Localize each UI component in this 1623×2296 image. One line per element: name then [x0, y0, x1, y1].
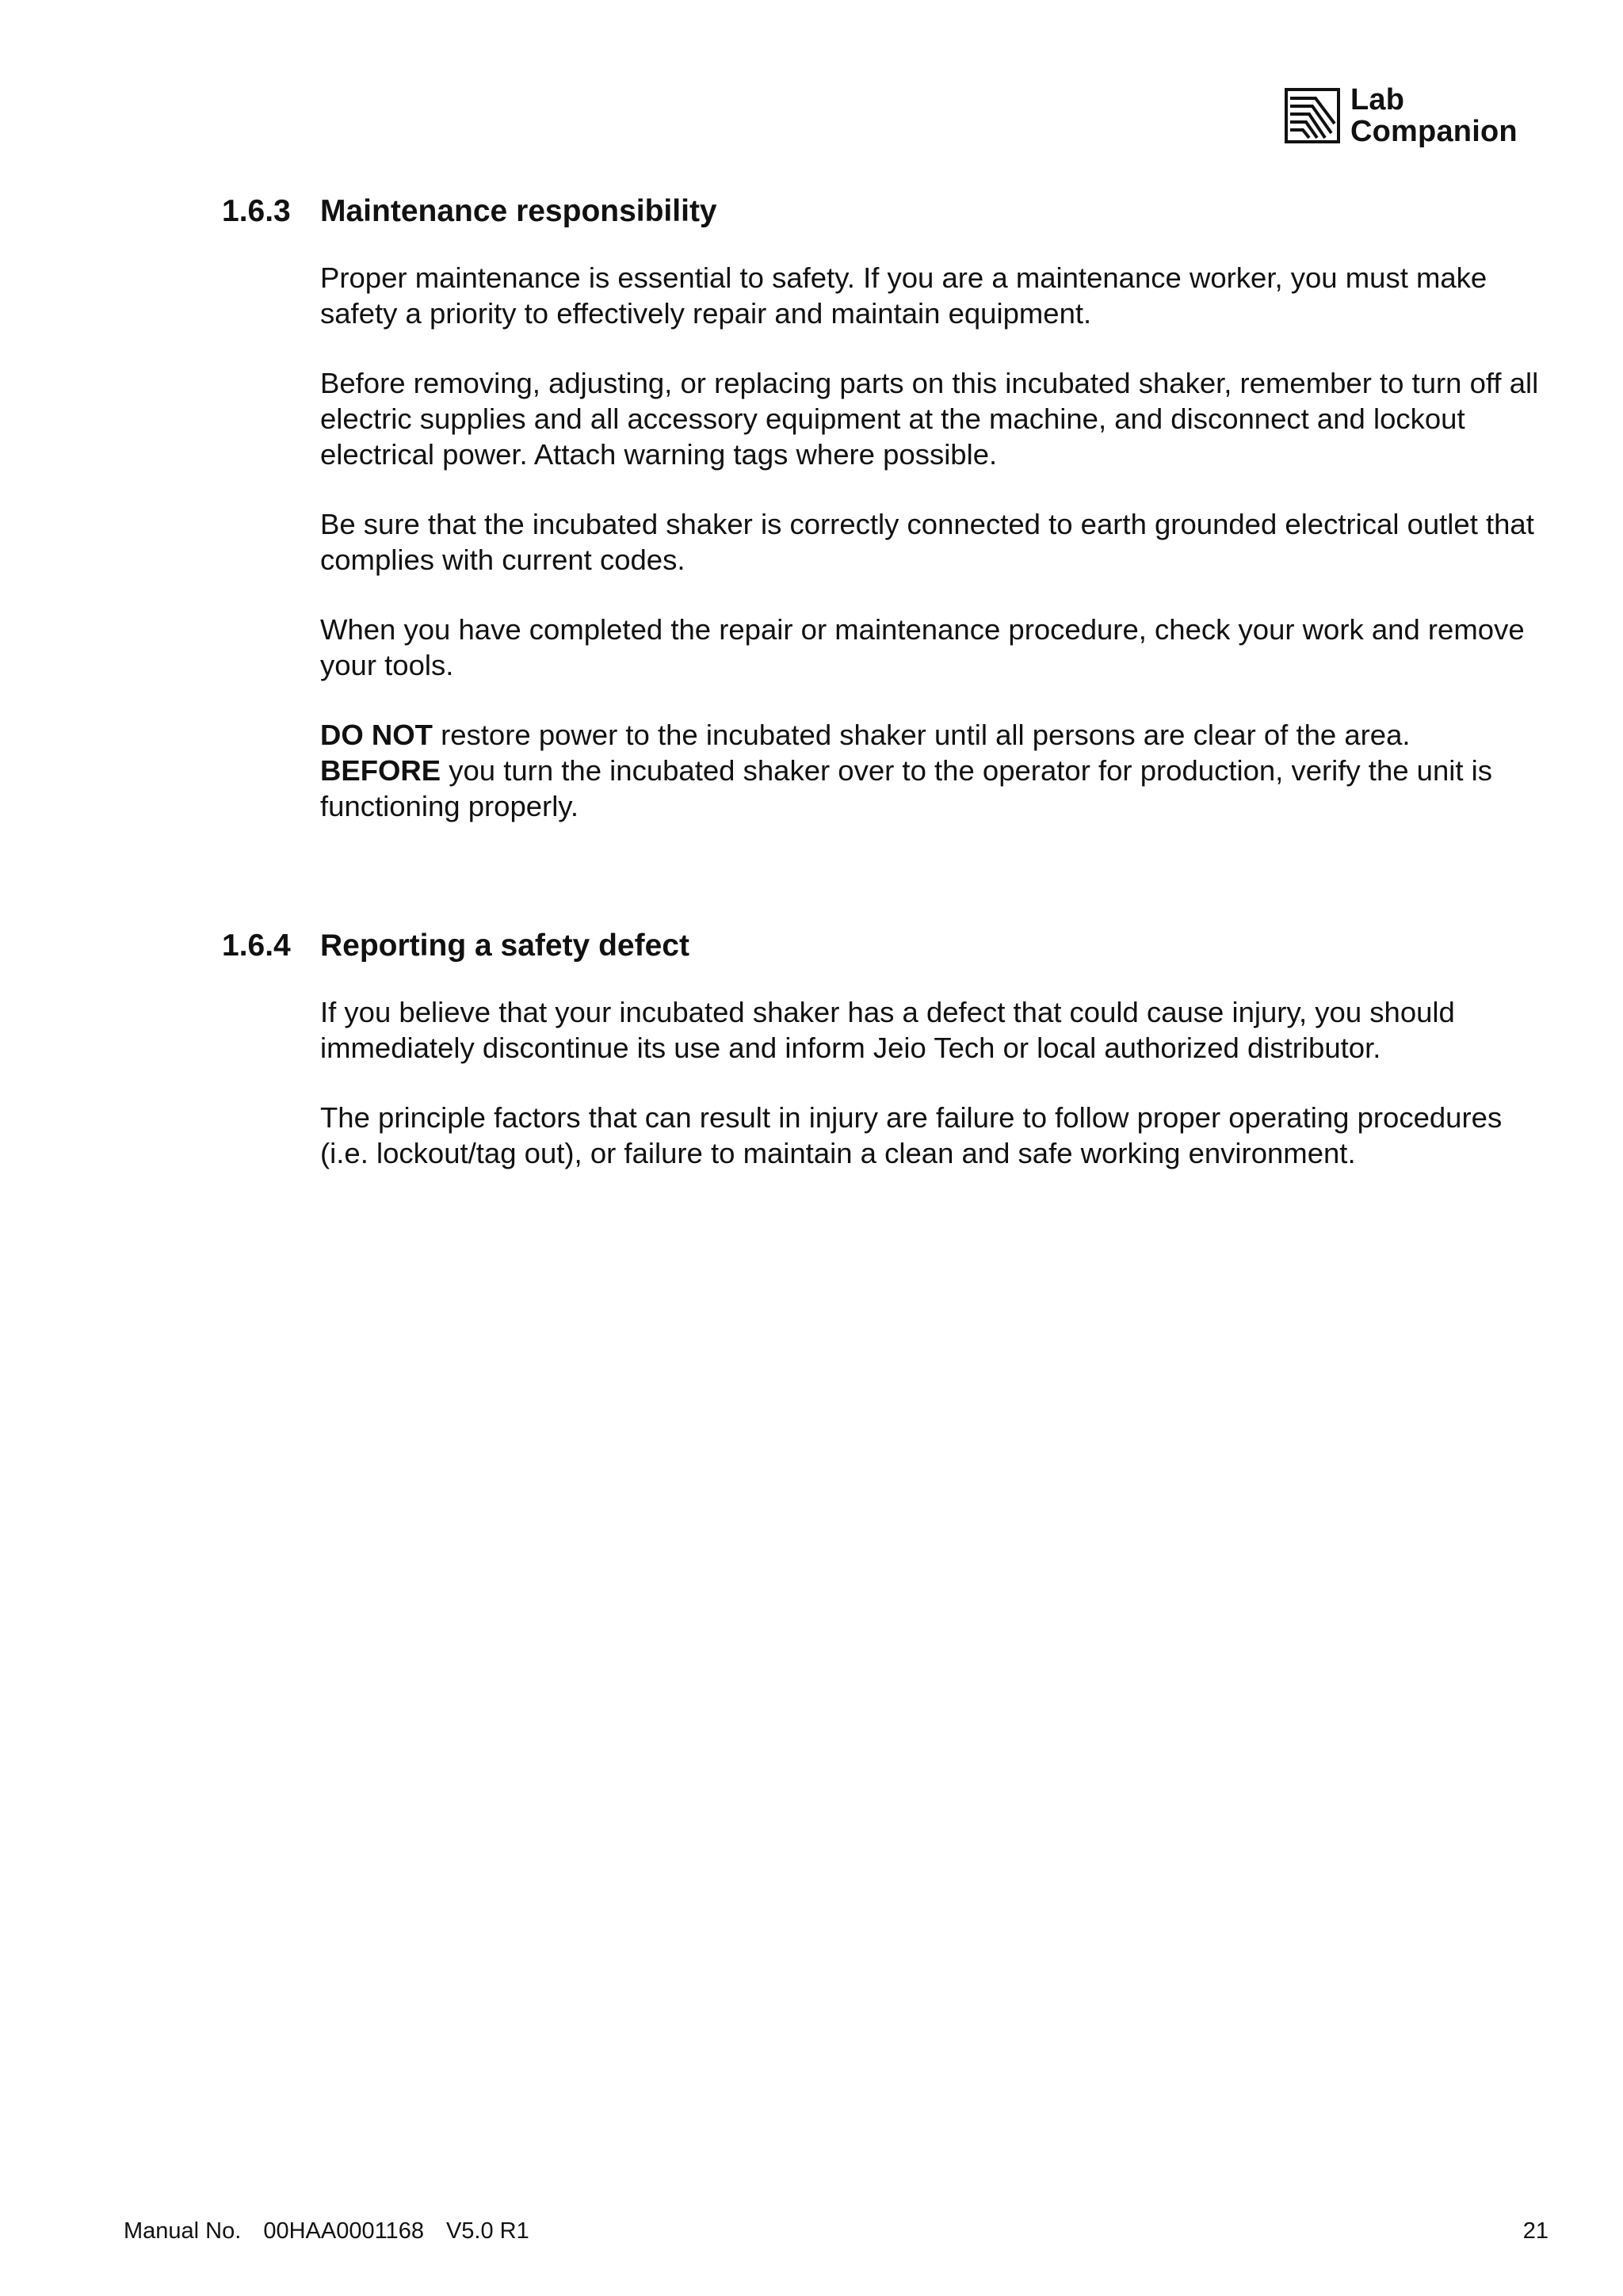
paragraph: Proper maintenance is essential to safety. If you are a maintenance worker, you must make safety a priority to effectively repair and maintain equipment.: [320, 261, 1487, 330]
section-number: 1.6.3: [222, 194, 291, 228]
section-heading: [222, 193, 1553, 231]
footer-manual-info: [124, 2217, 552, 2245]
paragraph: Be sure that the incubated shaker is correctly connected to earth grounded electrical outlet that complies with current codes.: [320, 508, 1534, 576]
paragraph: Before removing, adjusting, or replacing parts on this incubated shaker, remember to turn off all electric supplies and all accessory equipment at the machine, and disconnect and lockout electrical power. Attach warning tags where possible.: [320, 367, 1539, 471]
lab-companion-logo-icon: [1284, 87, 1341, 144]
paragraph: If you believe that your incubated shaker has a defect that could cause injury, you should immediately discontinue its use and inform Jeio Tech or local authorized distributor.: [320, 996, 1455, 1064]
logo-line-1: Lab: [1350, 83, 1405, 116]
logo-wordmark: [1350, 84, 1518, 147]
paragraph: When you have completed the repair or maintenance procedure, check your work and remove your tools.: [320, 613, 1525, 681]
power-restore-warning: [320, 717, 1553, 824]
warning-text: you turn the incubated shaker over to the operator for production, verify the unit is functioning properly.: [320, 754, 1493, 822]
section-title: Reporting a safety defect: [320, 929, 689, 963]
manual-number: 00HAA0001168: [263, 2218, 424, 2244]
section-heading: [222, 927, 1553, 965]
section-title: Maintenance responsibility: [320, 194, 717, 228]
logo-line-2: Companion: [1350, 115, 1518, 148]
emphasis-do-not: DO NOT: [320, 719, 433, 751]
section-body: [320, 994, 1553, 1171]
section-reporting-safety-defect: [222, 927, 1553, 1205]
warning-text: restore power to the incubated shaker until all persons are clear of the area.: [432, 719, 1411, 751]
section-number: 1.6.4: [222, 929, 291, 963]
paragraph: The principle factors that can result in injury are failure to follow proper operating procedures (i.e. lockout/tag out), or failure to maintain a clean and safe working environment.: [320, 1101, 1503, 1169]
section-body: [320, 260, 1553, 824]
page-number: 21: [1522, 2218, 1549, 2244]
lab-companion-logo: [1284, 84, 1518, 147]
emphasis-before: BEFORE: [320, 754, 441, 787]
section-maintenance-responsibility: [222, 193, 1553, 858]
manual-version: V5.0 R1: [445, 2218, 529, 2244]
manual-label: Manual No.: [124, 2218, 242, 2244]
